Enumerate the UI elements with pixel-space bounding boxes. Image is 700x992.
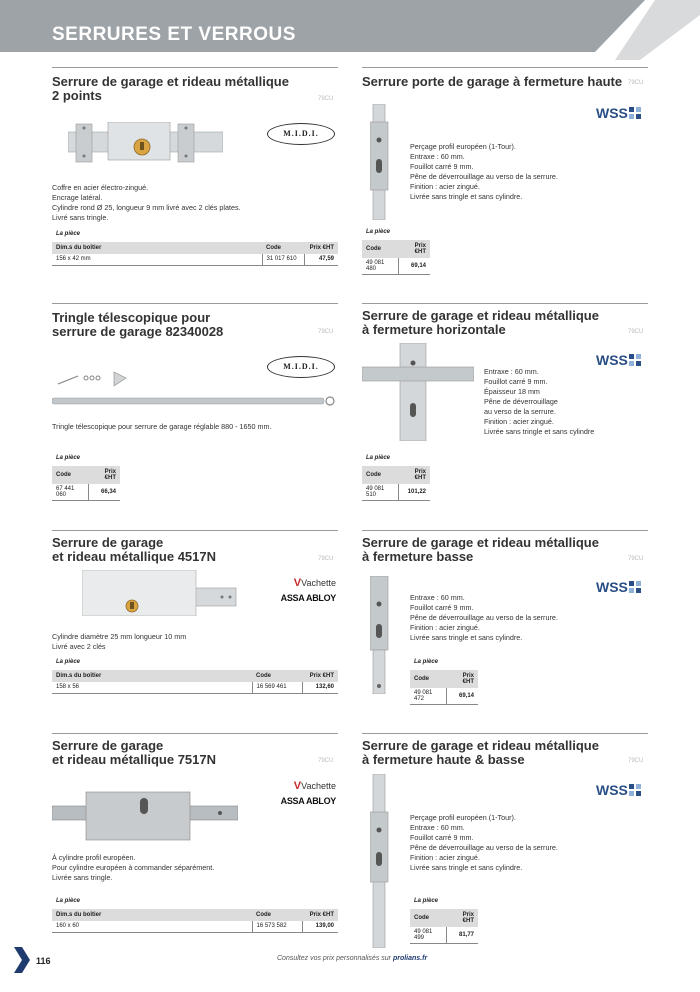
product-ref: 79CU (628, 556, 644, 562)
price-table (362, 466, 430, 501)
product-title (362, 75, 622, 89)
product-title (52, 536, 216, 564)
col-header: Prix €HT (302, 670, 338, 682)
product-ref: 79CU (628, 80, 644, 86)
price-table (52, 466, 120, 501)
col-header: Dim.s du boîtier (52, 909, 252, 921)
product-image (362, 343, 474, 441)
product-ref: 79CU (628, 758, 644, 764)
col-header: Prix €HT (447, 670, 478, 688)
product-title (52, 739, 216, 767)
wss-logo-text: WSS (596, 352, 628, 369)
col-header: Prix €HT (89, 466, 120, 484)
col-header: Dim.s du boîtier (52, 242, 262, 254)
col-header: Prix €HT (447, 909, 478, 927)
section-title: SERRURES ET VERROUS (52, 24, 296, 45)
accessory-image (56, 370, 146, 390)
table-row (362, 484, 430, 501)
divider (52, 67, 338, 68)
product-ref: 79CU (318, 329, 334, 335)
col-header: Code (52, 466, 89, 484)
price-cell: 101,22 (398, 484, 430, 501)
unit-label: La pièce (56, 659, 81, 665)
product-title (362, 309, 599, 337)
unit-label: La pièce (56, 231, 81, 237)
title-line: et rideau métallique 7517N (52, 752, 217, 767)
cell: 49 081 472 (410, 688, 447, 705)
product-ref: 79CU (318, 96, 334, 102)
divider (362, 733, 648, 734)
divider (362, 67, 648, 68)
wss-mark-icon (629, 354, 641, 366)
divider (52, 303, 338, 304)
col-header: Code (410, 909, 447, 927)
title-line: à fermeture basse (362, 549, 474, 564)
price-table (52, 670, 338, 694)
wss-mark-icon (629, 784, 641, 796)
product-image (52, 790, 238, 842)
cell: 156 x 42 mm (52, 254, 262, 265)
unit-label: La pièce (414, 659, 439, 665)
vachette-logo: VVachette ASSA ABLOY (266, 577, 336, 603)
price-table (410, 670, 478, 705)
product-description: À cylindre profil européen. Pour cylindre européen à commander séparément. Livrée sans tringle. (52, 853, 215, 882)
title-line: Serrure de garage et rideau métallique (52, 74, 289, 89)
price-table (52, 242, 338, 266)
unit-label: La pièce (56, 898, 81, 904)
table-row (52, 254, 338, 265)
product-description: Perçage profil européen (1-Tour). Entraxe : 60 mm. Fouillot carré 9 mm. Pêne de déverrouillage au verso de la serrure. Finition : acier zingué. Livrée sans tringle et sans cylindre. (410, 813, 558, 872)
divider (362, 303, 648, 304)
cell: 49 081 499 (410, 927, 447, 944)
col-header: Prix €HT (399, 240, 430, 258)
product-image (68, 122, 223, 164)
product-title (52, 75, 289, 103)
midi-logo: M.I.D.I. (267, 356, 335, 378)
unit-label: La pièce (414, 898, 439, 904)
cell: 16 573 582 (252, 921, 302, 932)
cell: 31 017 610 (262, 254, 304, 265)
brand-name: Vachette (301, 578, 336, 588)
title-line: à fermeture horizontale (362, 322, 506, 337)
product-description: Cylindre diamètre 25 mm longueur 10 mm Livré avec 2 clés (52, 632, 187, 651)
col-header: Prix €HT (302, 909, 338, 921)
title-line: et rideau métallique 4517N (52, 549, 217, 564)
price-cell: 81,77 (447, 927, 478, 944)
wss-logo (596, 578, 641, 595)
footer-bar (0, 947, 700, 977)
product-ref: 79CU (318, 758, 334, 764)
title-line: 2 points (52, 88, 102, 103)
product-description: Entraxe : 60 mm. Fouillot carré 9 mm. Épaisseur 18 mm Pêne de déverrouillage au verso de la serrure. Finition : acier zingué. Livrée sans tringle et sans cylindre (484, 367, 595, 436)
col-header: Code (252, 670, 302, 682)
unit-label: La pièce (366, 455, 391, 461)
title-line: Serrure porte de garage à fermeture haute (362, 74, 623, 89)
product-ref: 79CU (628, 329, 644, 335)
product-image (370, 576, 392, 694)
wss-logo-text: WSS (596, 782, 628, 799)
price-table (52, 909, 338, 933)
product-image (52, 394, 338, 408)
divider (52, 733, 338, 734)
wss-mark-icon (629, 581, 641, 593)
table-row (52, 484, 120, 501)
brand-group: ASSA ABLOY (280, 796, 336, 806)
wss-logo (596, 104, 641, 121)
product-ref: 79CU (318, 556, 334, 562)
product-title (362, 739, 599, 767)
brand-name: Vachette (301, 781, 336, 791)
wss-mark-icon (629, 107, 641, 119)
wss-logo (596, 781, 641, 798)
product-image (82, 570, 237, 616)
brand-group: ASSA ABLOY (280, 593, 336, 603)
col-header: Code (262, 242, 304, 254)
col-header: Prix €HT (304, 242, 338, 254)
col-header: Code (362, 240, 399, 258)
price-table (410, 909, 478, 944)
title-line: Serrure de garage et rideau métallique (362, 535, 599, 550)
title-line: Tringle télescopique pour (52, 310, 211, 325)
product-description: Tringle télescopique pour serrure de garage réglable 880 - 1650 mm. (52, 422, 272, 431)
unit-label: La pièce (56, 455, 81, 461)
product-title (362, 536, 599, 564)
col-header: Dim.s du boîtier (52, 670, 252, 682)
product-image (370, 774, 392, 948)
table-row (410, 927, 478, 944)
title-line: Serrure de garage et rideau métallique (362, 738, 599, 753)
divider (52, 530, 338, 531)
col-header: Code (410, 670, 447, 688)
col-header: Prix €HT (398, 466, 430, 484)
footer-link[interactable]: prolians.fr (392, 955, 428, 962)
divider (362, 530, 648, 531)
table-row (52, 682, 338, 693)
vachette-logo: VVachette ASSA ABLOY (266, 780, 336, 806)
price-cell: 69,14 (399, 258, 430, 275)
price-cell: 47,59 (304, 254, 338, 265)
table-row (362, 258, 430, 275)
wss-logo (596, 351, 641, 368)
product-description: Perçage profil européen (1-Tour). Entraxe : 60 mm. Fouillot carré 9 mm. Pêne de déverrouillage au verso de la serrure. Finition : acier zingué. Livrée sans tringle et sans cylindre. (410, 142, 558, 201)
unit-label: La pièce (366, 229, 391, 235)
title-line: Serrure de garage (52, 535, 164, 550)
price-cell: 66,34 (89, 484, 120, 501)
product-title (52, 311, 223, 339)
page-number: 116 (36, 956, 51, 966)
table-row (52, 921, 338, 932)
product-image (370, 104, 392, 220)
title-line: Serrure de garage (52, 738, 164, 753)
price-cell: 132,60 (302, 682, 338, 693)
midi-logo: M.I.D.I. (267, 123, 335, 145)
price-cell: 69,14 (447, 688, 478, 705)
col-header: Code (252, 909, 302, 921)
price-cell: 139,00 (302, 921, 338, 932)
title-line: à fermeture haute & basse (362, 752, 525, 767)
price-table (362, 240, 430, 275)
title-line: serrure de garage 82340028 (52, 324, 224, 339)
col-header: Code (362, 466, 398, 484)
cell: 158 x 56 (52, 682, 252, 693)
cell: 49 081 480 (362, 258, 399, 275)
wss-logo-text: WSS (596, 579, 628, 596)
cell: 49 081 510 (362, 484, 398, 501)
product-description: Coffre en acier électro-zingué. Encrage latéral. Cylindre rond Ø 25, longueur 9 mm livré avec 2 clés plates. Livré sans tringle. (52, 183, 241, 222)
wss-logo-text: WSS (596, 105, 628, 122)
cell: 160 x 60 (52, 921, 252, 932)
footer-text: Consultez vos prix personnalisés sur (277, 955, 393, 962)
table-row (410, 688, 478, 705)
product-description: Entraxe : 60 mm. Fouillot carré 9 mm. Pêne de déverrouillage au verso de la serrure. Finition : acier zingué. Livrée sans tringle et sans cylindre. (410, 593, 558, 642)
title-line: Serrure de garage et rideau métallique (362, 308, 599, 323)
footer-note (277, 955, 427, 962)
cell: 67 441 060 (52, 484, 89, 501)
cell: 16 569 461 (252, 682, 302, 693)
